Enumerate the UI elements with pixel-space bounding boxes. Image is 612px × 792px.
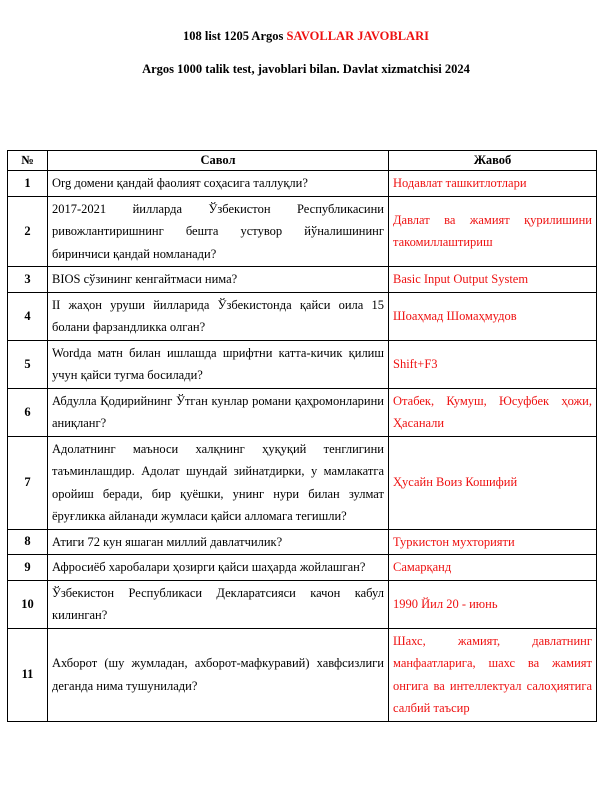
question-cell: BIOS сўзининг кенгайтмаси нима? bbox=[48, 267, 389, 293]
answer-cell: Нодавлат ташкитлотлари bbox=[389, 171, 597, 197]
question-cell: Абдулла Қодирийнинг Ўтган кунлар романи қаҳромонларини аниқланг? bbox=[48, 388, 389, 436]
table-row bbox=[8, 555, 597, 581]
table-row bbox=[8, 340, 597, 388]
qa-table bbox=[7, 150, 597, 722]
row-number: 4 bbox=[8, 292, 48, 340]
table-row bbox=[8, 529, 597, 555]
answer-cell: Туркистон мухторияти bbox=[389, 529, 597, 555]
row-number: 3 bbox=[8, 267, 48, 293]
table-row bbox=[8, 171, 597, 197]
question-cell: Адолатнинг маъноси халқнинг ҳуқуқий тенглигини таъминлашдир. Адолат шундай зийнатдирки, у мамлакатга оройиш беради, бир қуёшки, унинг нури билан зулмат ёруғликка айланади жумласи қайси алломага тегишли? bbox=[48, 436, 389, 529]
question-cell: Атиги 72 кун яшаган миллий давлатчилик? bbox=[48, 529, 389, 555]
table-header-row bbox=[8, 151, 597, 171]
table-row bbox=[8, 196, 597, 267]
row-number: 5 bbox=[8, 340, 48, 388]
row-number: 7 bbox=[8, 436, 48, 529]
title-highlight: SAVOLLAR JAVOBLARI bbox=[286, 29, 429, 43]
row-number: 10 bbox=[8, 580, 48, 628]
table-row bbox=[8, 267, 597, 293]
row-number: 8 bbox=[8, 529, 48, 555]
question-cell: 2017-2021 йилларда Ўзбекистон Республикасини ривожлантиришнинг бешта устувор йўналишининг биринчиси қандай номланади? bbox=[48, 196, 389, 267]
answer-cell: Отабек, Кумуш, Юсуфбек ҳожи, Ҳасанали bbox=[389, 388, 597, 436]
column-header-number: № bbox=[8, 151, 48, 171]
question-cell: Wordда матн билан ишлашда шрифтни катта-кичик қилиш учун қайси тугма босилади? bbox=[48, 340, 389, 388]
question-cell: Афросиёб харобалари ҳозирги қайси шаҳарда жойлашган? bbox=[48, 555, 389, 581]
title-main: 108 list 1205 Argos bbox=[183, 29, 287, 43]
row-number: 1 bbox=[8, 171, 48, 197]
table-row bbox=[8, 292, 597, 340]
page-title bbox=[0, 29, 612, 44]
column-header-answer: Жавоб bbox=[389, 151, 597, 171]
answer-cell: 1990 Йил 20 - июнь bbox=[389, 580, 597, 628]
table-row bbox=[8, 580, 597, 628]
answer-cell: Shift+F3 bbox=[389, 340, 597, 388]
row-number: 11 bbox=[8, 628, 48, 721]
question-cell: II жаҳон уруши йилларида Ўзбекистонда қайси оила 15 болани фарзандликка олган? bbox=[48, 292, 389, 340]
answer-cell: Basic Input Output System bbox=[389, 267, 597, 293]
row-number: 6 bbox=[8, 388, 48, 436]
table-row bbox=[8, 628, 597, 721]
answer-cell-text: Шахс, жамият, давлатнинг манфаатларига, шахс ва жамият онгига ва интеллектуал салоҳиятига салбий таъсир bbox=[393, 633, 592, 715]
question-cell: Ўзбекистон Республикаси Декларатсияси качон кабул килинган? bbox=[48, 580, 389, 628]
question-cell: Ахборот (шу жумладан, ахборот-мафкуравий) хавфсизлиги деганда нима тушунилади? bbox=[48, 628, 389, 721]
answer-cell bbox=[389, 628, 597, 721]
table-row bbox=[8, 388, 597, 436]
answer-cell: Самарқанд bbox=[389, 555, 597, 581]
question-cell: Org домени қандай фаолият соҳасига таллуқли? bbox=[48, 171, 389, 197]
table-row bbox=[8, 436, 597, 529]
answer-cell: Шоаҳмад Шомаҳмудов bbox=[389, 292, 597, 340]
row-number: 2 bbox=[8, 196, 48, 267]
answer-cell: Давлат ва жамият қурилишини такомиллаштириш bbox=[389, 196, 597, 267]
answer-cell: Ҳусайн Воиз Кошифий bbox=[389, 436, 597, 529]
row-number: 9 bbox=[8, 555, 48, 581]
column-header-question: Савол bbox=[48, 151, 389, 171]
page-subtitle: Argos 1000 talik test, javoblari bilan. Davlat xizmatchisi 2024 bbox=[142, 62, 470, 76]
